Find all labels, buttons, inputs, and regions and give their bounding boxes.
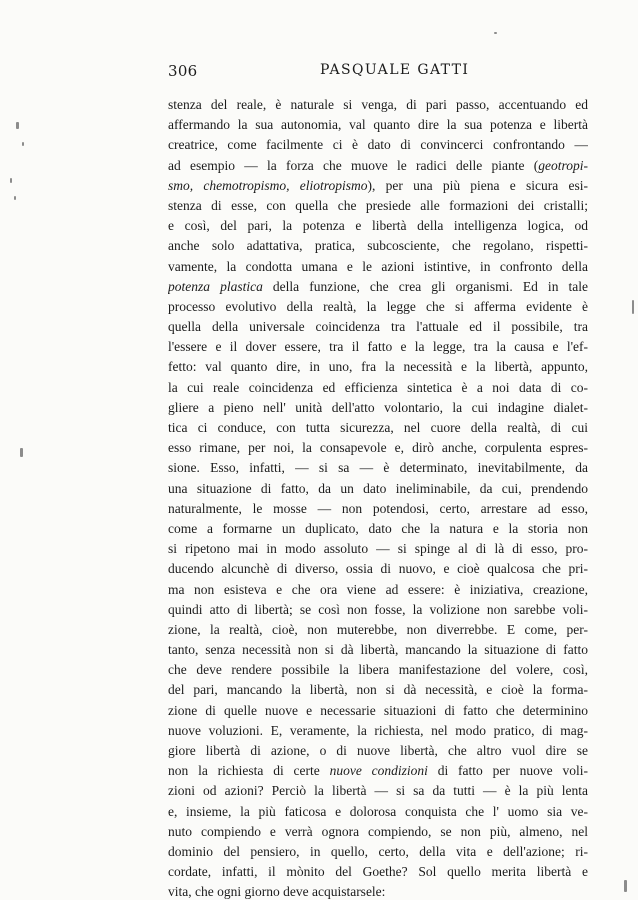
text-line — [168, 176, 588, 196]
text-line — [168, 580, 588, 600]
text-segment: di fatto per nuove voli- — [427, 763, 588, 779]
text-segment: stenza di esse, con quella che presiede alle formazioni dei cristalli; — [168, 197, 588, 213]
text-line — [168, 135, 588, 155]
text-segment: processo evolutivo della realtà, la legge che si afferma evidente è — [168, 298, 588, 314]
text-line — [168, 499, 588, 519]
text-segment: zione, la realtà, cioè, non muterebbe, non diverrebbe. E come, per- — [168, 621, 588, 637]
scan-speck — [16, 122, 19, 129]
italic-segment: nuove condizioni — [329, 763, 428, 779]
text-line — [168, 357, 588, 377]
text-line — [168, 660, 588, 680]
italic-segment: geotropi- — [538, 157, 588, 173]
text-line — [168, 680, 588, 700]
text-segment: stenza del reale, è naturale si venga, di pari passo, accentuando ed — [168, 97, 588, 112]
page-number: 306 — [168, 62, 198, 80]
text-segment: cordate, infatti, il mònito del Goethe? Sol quello merita libertà e — [168, 864, 588, 880]
text-segment: che deve rendere possibile la libera manifestazione del volere, così, — [168, 662, 588, 678]
text-line — [168, 458, 588, 478]
running-title: PASQUALE GATTI — [320, 62, 470, 78]
text-segment: quella della universale coincidenza tra l'attuale ed il possibile, tra — [168, 319, 588, 335]
text-segment: naturalmente, le mosse — non potendosi, certo, arrestare ad esso, — [168, 500, 588, 516]
italic-segment: potenza plastica — [168, 278, 263, 294]
text-line — [168, 761, 588, 781]
text-segment: anche solo adattativa, pratica, subcosciente, che regolano, rispetti- — [168, 238, 588, 254]
text-segment: zione di quelle nuove e necessarie situazioni di fatto che determinino — [168, 702, 588, 718]
text-line — [168, 398, 588, 418]
text-line — [168, 600, 588, 620]
text-line — [168, 781, 588, 801]
text-segment: quindi atto di libertà; se così non fosse, la volizione non sarebbe voli- — [168, 601, 588, 617]
text-line — [168, 257, 588, 277]
text-segment: ), per una più piena e sicura esi- — [367, 177, 588, 193]
text-segment: gliere a pieno nell' unità dell'atto volontario, la cui indagine dialet- — [168, 399, 588, 415]
text-segment: non la richiesta di certe — [168, 763, 330, 779]
text-segment: una situazione di fatto, da un dato ineliminabile, da cui, prendendo — [168, 480, 588, 496]
text-segment: zioni od azioni? Perciò la libertà — si sa da tutti — è la più lenta — [168, 783, 588, 799]
text-line — [168, 862, 588, 882]
text-segment: vamente, la condotta umana e le azioni istintive, in confronto della — [168, 258, 588, 274]
text-segment: l'essere e il dover essere, tra il fatto e la legge, tra la causa e l'ef- — [168, 339, 588, 355]
text-line — [168, 822, 588, 842]
text-line — [168, 95, 588, 115]
text-segment: la cui reale coincidenza ed efficienza sintetica è a noi data di co- — [168, 379, 588, 395]
text-segment: e così, del pari, la potenza e libertà della intelligenza logica, od — [168, 218, 588, 234]
text-line — [168, 701, 588, 721]
text-segment: esso rimane, per noi, la consapevole e, dirò anche, corpulenta espres- — [168, 440, 588, 456]
text-segment: si ripetono mai in modo assoluto — si spinge al di là di esso, pro- — [168, 541, 588, 557]
text-segment: ma non esisteva e che ora viene ad essere: è iniziativa, creazione, — [168, 581, 588, 597]
italic-segment: smo, chemotropismo, eliotropismo — [168, 177, 368, 193]
text-segment: ad esempio — la forza che muove le radici delle piante ( — [168, 157, 539, 173]
text-segment: nuove voluzioni. E, veramente, la richiesta, nel modo pratico, di mag- — [168, 722, 588, 738]
text-line — [168, 337, 588, 357]
text-line — [168, 539, 588, 559]
text-segment: vita, che ogni giorno deve acquistarsele: — [168, 884, 386, 900]
text-segment: del pari, mancando la libertà, non si dà necessità, e cioè la forma- — [168, 682, 588, 698]
scan-speck — [22, 142, 24, 146]
text-segment: come a formarne un duplicato, dato che la natura e la storia non — [168, 520, 588, 536]
text-line — [168, 438, 588, 458]
scan-speck — [14, 196, 16, 200]
text-line — [168, 741, 588, 761]
text-line — [168, 882, 588, 902]
text-line — [168, 115, 588, 135]
text-segment: creatrice, come facilmente ci è dato di convincerci confrontando — — [168, 137, 588, 153]
text-line — [168, 156, 588, 176]
scan-speck — [20, 448, 23, 457]
text-segment: e, insieme, la più faticosa e dolorosa conquista che l' uomo sia ve- — [168, 803, 588, 819]
text-line — [168, 640, 588, 660]
scan-speck — [494, 32, 497, 34]
text-line — [168, 317, 588, 337]
text-line — [168, 297, 588, 317]
text-line — [168, 620, 588, 640]
text-line — [168, 277, 588, 297]
text-line — [168, 236, 588, 256]
body-text — [168, 95, 588, 903]
text-line — [168, 418, 588, 438]
text-segment: della funzione, che crea gli organismi. Ed in tale — [262, 278, 588, 294]
text-segment: giore libertà di azione, o di nuove libertà, che altro vuol dire se — [168, 743, 588, 758]
text-line — [168, 216, 588, 236]
text-segment: affermando la sua autonomia, val quanto dire la sua potenza e libertà — [168, 117, 588, 133]
text-line — [168, 378, 588, 398]
text-line — [168, 196, 588, 216]
text-line — [168, 479, 588, 499]
scan-speck — [624, 880, 627, 892]
text-segment: ducendo alcunchè di diverso, ossia di nuovo, e cioè qualcosa che pri- — [168, 561, 588, 577]
text-segment: sione. Esso, infatti, — si sa — è determinato, inevitabilmente, da — [168, 460, 588, 476]
text-line — [168, 842, 588, 862]
scan-speck — [10, 178, 12, 183]
text-line — [168, 559, 588, 579]
text-segment: tica ci conduce, con tutta sicurezza, nel cuore della realtà, di cui — [168, 420, 588, 435]
text-segment: fetto: val quanto dire, in uno, fra la necessità e la libertà, appunto, — [168, 359, 588, 375]
text-segment: nuto compiendo e verrà ognora compiendo, se non più, almeno, nel — [168, 823, 588, 839]
text-segment: dominio del pensiero, in quello, certo, della vita e dell'azione; ri- — [168, 843, 588, 859]
text-line — [168, 721, 588, 741]
text-segment: tanto, senza necessità non si dà libertà, mancando la situazione di fatto — [168, 642, 588, 658]
page-header — [168, 62, 588, 86]
text-line — [168, 802, 588, 822]
text-line — [168, 519, 588, 539]
scan-speck — [632, 300, 634, 314]
